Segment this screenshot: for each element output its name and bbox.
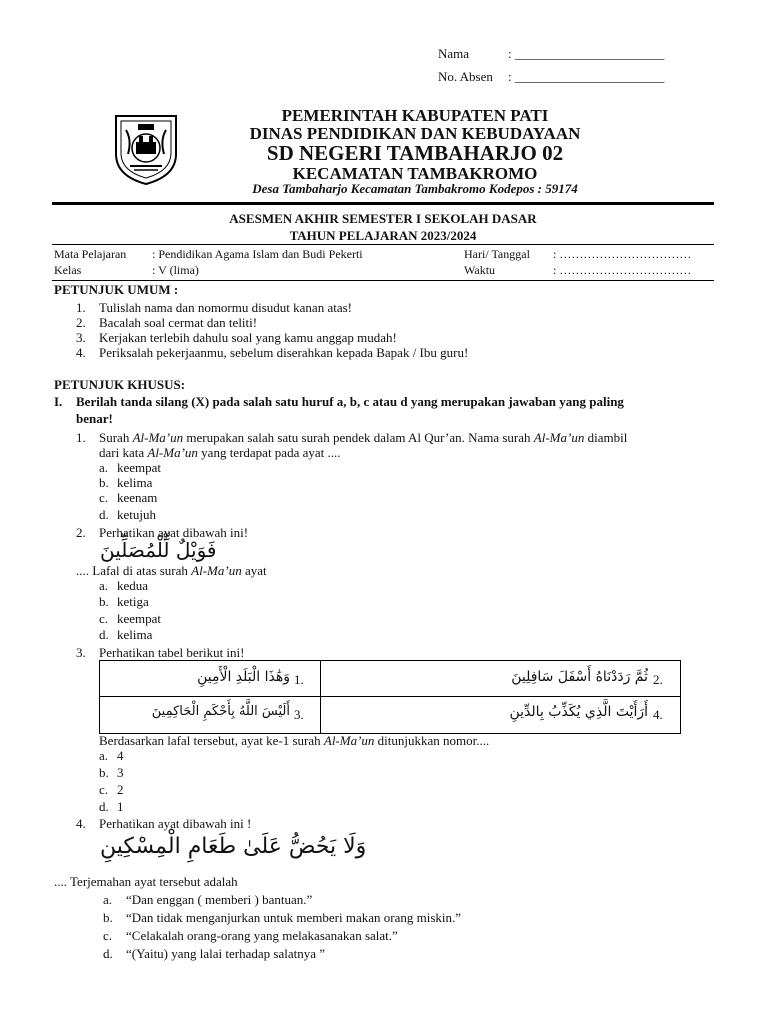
exam-year: TAHUN PELAJARAN 2023/2024 (289, 228, 477, 243)
option-letter: c. (99, 782, 109, 797)
question-3-text: Perhatikan tabel berikut ini! (99, 645, 245, 660)
name-field[interactable]: : _______________________ (508, 46, 665, 61)
verse-table-row-divider (99, 696, 680, 697)
verse-cell-4 (330, 704, 675, 728)
class-label: Kelas (54, 263, 82, 277)
verse-cell-1-arabic: وَهَٰذَا الْبَلَدِ الْأَمِينِ (197, 669, 290, 685)
list-item: Periksalah pekerjaanmu, sebelum diserahkan kepada Bapak / Ibu guru! (99, 345, 469, 360)
question-1-text-cont: dari kata Al-Ma’un yang terdapat pada ayat .... (99, 445, 341, 460)
verse-cell-4-number: 4. (653, 707, 663, 722)
option-text[interactable]: kelima (117, 475, 153, 490)
verse-table-col-divider (320, 660, 321, 733)
name-label: Nama (438, 46, 470, 61)
option-letter: c. (99, 611, 109, 626)
option-letter: a. (99, 748, 109, 763)
question-number: 1. (76, 430, 86, 445)
question-1-text: Surah Al-Ma’un merupakan salah satu surah pendek dalam Al Qur’an. Nama surah Al-Ma’un diambil (99, 430, 628, 445)
list-number: 1. (76, 300, 86, 315)
list-number: 2. (76, 315, 86, 330)
list-number: 3. (76, 330, 86, 345)
list-item: Tulislah nama dan nomormu disudut kanan atas! (99, 300, 352, 315)
option-letter: b. (99, 475, 109, 490)
question-number: 4. (76, 816, 86, 831)
header-school: SD NEGERI TAMBAHARJO 02 (266, 141, 564, 165)
time-label: Waktu (464, 263, 496, 277)
info-top-rule (52, 244, 714, 245)
list-item: Bacalah soal cermat dan teliti! (99, 315, 258, 330)
option-text[interactable]: keempat (117, 460, 162, 475)
option-text[interactable]: ketujuh (117, 507, 156, 522)
option-text[interactable]: 1 (117, 799, 124, 814)
section-number: I. (54, 394, 63, 409)
regency-logo (108, 110, 184, 186)
verse-cell-2-number: 2. (653, 672, 663, 687)
header-government: PEMERINTAH KABUPATEN PATI (281, 106, 549, 125)
option-letter: d. (99, 627, 109, 642)
option-text[interactable]: keempat (117, 611, 162, 626)
option-letter: a. (99, 460, 109, 475)
option-letter: d. (99, 799, 109, 814)
question-4-text: Perhatikan ayat dibawah ini ! (99, 816, 252, 831)
question-number: 2. (76, 525, 86, 540)
option-letter: b. (99, 594, 109, 609)
option-text[interactable]: “Dan enggan ( memberi ) bantuan.” (126, 892, 313, 907)
option-letter: a. (103, 892, 113, 907)
question-2-text: Perhatikan ayat dibawah ini! (99, 525, 249, 540)
option-letter: d. (103, 946, 113, 961)
verse-cell-2 (330, 669, 675, 693)
question-4-prompt: .... Terjemahan ayat tersebut adalah (54, 874, 238, 889)
option-letter: b. (103, 910, 113, 925)
option-text[interactable]: keenam (117, 490, 158, 505)
option-letter: c. (99, 490, 109, 505)
section-instruction-cont: benar! (76, 411, 113, 426)
subject-value: : Pendidikan Agama Islam dan Budi Pekerti (152, 247, 363, 261)
special-heading: PETUNJUK KHUSUS: (54, 377, 186, 392)
option-text[interactable]: 2 (117, 782, 124, 797)
option-letter: c. (103, 928, 113, 943)
verse-cell-3-number: 3. (294, 707, 304, 722)
date-field[interactable]: : …………………………… (553, 247, 692, 261)
question-3-prompt: Berdasarkan lafal tersebut, ayat ke-1 surah Al-Ma’un ditunjukkan nomor.... (99, 733, 490, 748)
option-text[interactable]: “Dan tidak menganjurkan untuk memberi makan orang miskin.” (126, 910, 462, 925)
option-text[interactable]: 4 (117, 748, 124, 763)
info-bottom-rule (52, 280, 714, 281)
question-2-prompt: .... Lafal di atas surah Al-Ma’un ayat (76, 563, 267, 578)
option-text[interactable]: kedua (117, 578, 149, 593)
class-value: : V (lima) (152, 263, 199, 277)
section-instruction: Berilah tanda silang (X) pada salah satu huruf a, b, c atau d yang merupakan jawaban yang paling (76, 394, 624, 409)
date-label: Hari/ Tanggal (464, 247, 530, 261)
option-text[interactable]: ketiga (117, 594, 149, 609)
header-address: Desa Tambaharjo Kecamatan Tambakromo Kodepos : 59174 (252, 181, 578, 196)
verse-cell-1-number: 1. (294, 672, 304, 687)
option-letter: b. (99, 765, 109, 780)
general-heading: PETUNJUK UMUM : (54, 282, 179, 297)
header-divider (52, 202, 714, 205)
option-letter: d. (99, 507, 109, 522)
subject-label: Mata Pelajaran (54, 247, 127, 261)
option-text[interactable]: “Celakalah orang-orang yang melakasanakan salat.” (126, 928, 398, 943)
option-text[interactable]: 3 (117, 765, 124, 780)
verse-cell-2-arabic: ثُمَّ رَدَدْنَاهُ أَسْفَلَ سَافِلِينَ (511, 669, 648, 685)
absen-label: No. Absen (438, 69, 493, 84)
verse-cell-4-arabic: أَرَأَيْتَ الَّذِي يُكَذِّبُ بِالدِّينِ (509, 704, 648, 720)
header-department: DINAS PENDIDIKAN DAN KEBUDAYAAN (249, 124, 581, 143)
verse-cell-1 (112, 669, 312, 693)
question-2-arabic: فَوَيْلٌ لِّلْمُصَلِّينَ (100, 538, 217, 562)
option-text[interactable]: kelima (117, 627, 153, 642)
option-letter: a. (99, 578, 109, 593)
list-number: 4. (76, 345, 86, 360)
option-text[interactable]: “(Yaitu) yang lalai terhadap salatnya ” (126, 946, 326, 961)
verse-cell-3 (112, 704, 312, 728)
absen-field[interactable]: : _______________________ (508, 69, 665, 84)
question-number: 3. (76, 645, 86, 660)
time-field[interactable]: : …………………………… (553, 263, 692, 277)
verse-cell-3-arabic: أَلَيْسَ اللَّهُ بِأَحْكَمِ الْحَاكِمِينَ (151, 704, 290, 719)
header-district: KECAMATAN TAMBAKROMO (292, 164, 538, 183)
list-item: Kerjakan terlebih dahulu soal yang kamu anggap mudah! (99, 330, 397, 345)
question-4-arabic: وَلَا يَحُضُّ عَلَىٰ طَعَامِ الْمِسْكِينِ (100, 834, 367, 859)
exam-title: ASESMEN AKHIR SEMESTER I SEKOLAH DASAR (229, 211, 537, 226)
